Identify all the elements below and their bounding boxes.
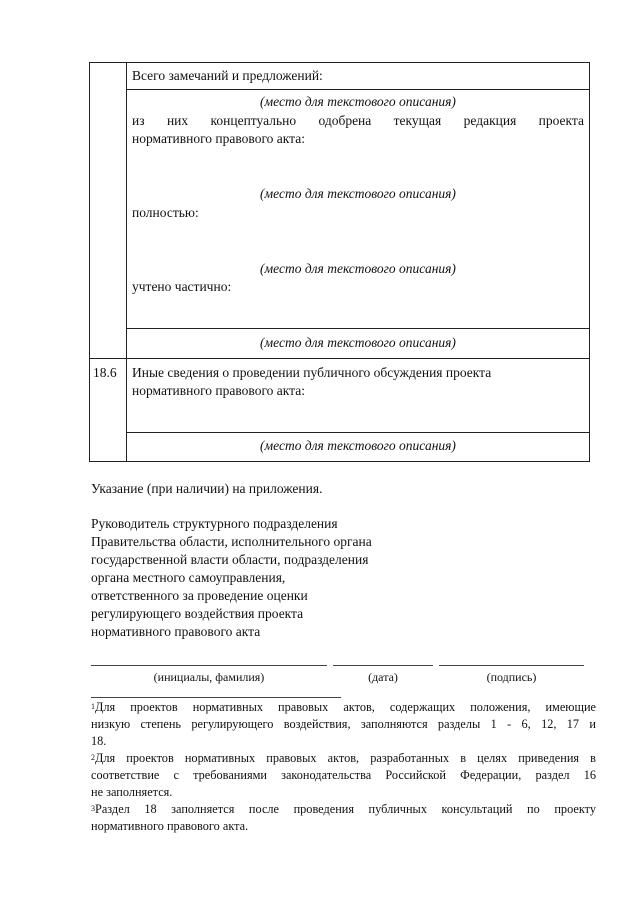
table-divider	[126, 328, 590, 329]
placeholder-text: (место для текстового описания)	[260, 94, 456, 109]
placeholder-text: (место для текстового описания)	[260, 335, 456, 350]
signatory-block	[91, 515, 372, 641]
cell-text: учтено частично:	[132, 279, 232, 294]
table-top-border	[89, 62, 590, 63]
table-divider	[126, 89, 590, 90]
cell-text: полностью:	[132, 205, 199, 220]
footnote-line: низкую степень регулирующего воздействия, заполняются разделы 1 - 6, 12, 17 и	[91, 717, 596, 731]
cell-text: из них концептуально одобрена текущая редакция проекта	[132, 113, 584, 128]
attachments-note: Указание (при наличии) на приложения.	[91, 481, 323, 496]
footnote-line: нормативного правового акта.	[91, 819, 249, 833]
footnote-mark: 2	[91, 753, 95, 762]
footnote	[91, 801, 596, 835]
sign-label: (подпись)	[486, 670, 537, 684]
signatory-line: нормативного правового акта	[91, 624, 261, 639]
footnote	[91, 699, 596, 750]
signatory-line: регулирующего воздействия проекта	[91, 606, 304, 621]
footnote	[91, 750, 596, 801]
table-row-divider	[89, 358, 590, 359]
name-signature-line	[91, 665, 327, 666]
signatory-line: Правительства области, исполнительного органа	[91, 534, 372, 549]
name-label: (инициалы, фамилия)	[153, 670, 265, 684]
date-label: (дата)	[368, 670, 398, 684]
table-left-border	[89, 62, 90, 461]
footnote-line: соответствие с требованиями законодательства Российской Федерации, раздел 16	[91, 768, 596, 782]
table-right-border	[589, 62, 590, 461]
cell-heading: Всего замечаний и предложений:	[132, 68, 323, 83]
cell-text: Иные сведения о проведении публичного обсуждения проекта	[132, 365, 492, 380]
row-number: 18.6	[93, 365, 117, 380]
cell-text: нормативного правового акта:	[132, 131, 305, 146]
signatory-line: органа местного самоуправления,	[91, 570, 286, 585]
footnote-line: $^3$Раздел 18 заполняется после проведения публичных консультаций по проекту	[91, 802, 596, 816]
cell-text: нормативного правового акта:	[132, 383, 305, 398]
date-signature-line	[333, 665, 433, 666]
footnote-line: $^1$Для проектов нормативных правовых актов, содержащих положения, имеющие	[91, 700, 596, 714]
signatory-line: государственной власти области, подразделения	[91, 552, 369, 567]
footnote-mark: 3	[91, 804, 95, 813]
footnote-line: не заполняется.	[91, 785, 173, 799]
signatory-line: Руководитель структурного подразделения	[91, 516, 338, 531]
signatory-line: ответственного за проведение оценки	[91, 588, 308, 603]
table-divider	[126, 432, 590, 433]
placeholder-text: (место для текстового описания)	[260, 438, 456, 453]
placeholder-text: (место для текстового описания)	[260, 186, 456, 201]
table-bottom-border	[89, 461, 590, 462]
placeholder-text: (место для текстового описания)	[260, 261, 456, 276]
footnote-line: 18.	[91, 734, 107, 748]
footnote-separator	[91, 697, 341, 698]
sign-signature-line	[439, 665, 584, 666]
footnote-line: $^2$Для проектов нормативных правовых актов, разработанных в целях приведения в	[91, 751, 596, 765]
footnote-mark: 1	[91, 702, 95, 711]
